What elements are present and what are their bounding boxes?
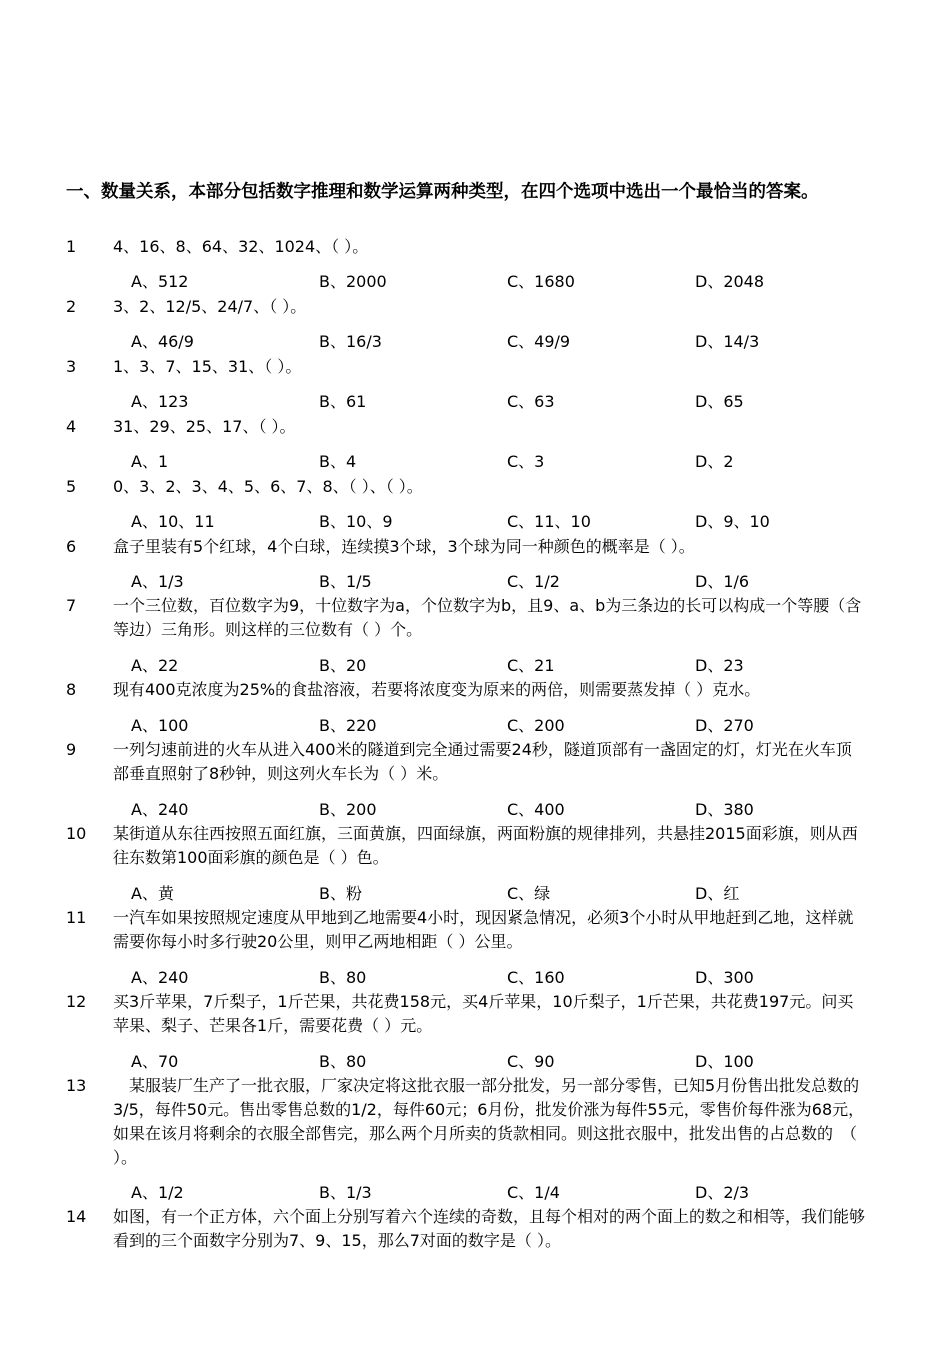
option-d: D、1/6 — [695, 572, 750, 591]
question-number: 4 — [66, 417, 77, 436]
option-d: D、380 — [695, 800, 754, 819]
option-c: C、3 — [507, 452, 545, 471]
option-a: A、46/9 — [131, 332, 194, 351]
question-number: 3 — [66, 357, 77, 376]
question-number: 11 — [66, 908, 87, 927]
option-c: C、11、10 — [507, 512, 591, 531]
question-text: 买3斤苹果，7斤梨子，1斤芒果，共花费158元，买4斤苹果，10斤梨子，1斤芒果，共花费197元。问买苹果、梨子、芒果各1斤，需要花费（ ）元。 — [113, 992, 854, 1035]
question-text: 现有400克浓度为25%的食盐溶液，若要将浓度变为原来的两倍，则需要蒸发掉（ ）克水。 — [113, 680, 761, 699]
option-b: B、16/3 — [319, 332, 382, 351]
question-number: 7 — [66, 596, 77, 615]
option-a: A、100 — [131, 716, 189, 735]
option-d: D、14/3 — [695, 332, 760, 351]
option-d: D、9、10 — [695, 512, 770, 531]
option-b: B、1/5 — [319, 572, 372, 591]
option-b: B、61 — [319, 392, 367, 411]
question-text: 如图，有一个正方体，六个面上分别写着六个连续的奇数，且每个相对的两个面上的数之和相等，我们能够看到的三个面数字分别为7、9、15，那么7对面的数字是（ ）。 — [113, 1207, 866, 1250]
question-number: 9 — [66, 740, 77, 759]
option-a: A、123 — [131, 392, 189, 411]
option-c: C、1680 — [507, 272, 575, 291]
option-d: D、270 — [695, 716, 754, 735]
option-a: A、22 — [131, 656, 179, 675]
option-c: C、1/4 — [507, 1183, 560, 1202]
option-b: B、80 — [319, 1052, 367, 1071]
option-a: A、70 — [131, 1052, 179, 1071]
section-heading: 一、数量关系，本部分包括数字推理和数学运算两种类型，在四个选项中选出一个最恰当的答案。 — [66, 182, 819, 202]
question-text: 0、3、2、3、4、5、6、7、8、（ ）、（ ）。 — [113, 477, 423, 496]
option-c: C、49/9 — [507, 332, 571, 351]
question-text: 某服装厂生产了一批衣服，厂家决定将这批衣服一部分批发，另一部分零售，已知5月份售出批发总数的3/5，每件50元。售出零售总数的1/2，每件60元；6月份，批发价涨为每件55元，零售价每件涨为68元，如果在该月将剩余的衣服全部售完，那么两个月所卖的货款相同。则这批衣服中，批发出售的占总数的 （ ）。 — [113, 1076, 865, 1167]
question-text: 1、3、7、15、31、（ ）。 — [113, 357, 302, 376]
option-a: A、512 — [131, 272, 189, 291]
option-d: D、红 — [695, 884, 740, 903]
option-a: A、1/2 — [131, 1183, 184, 1202]
option-a: A、240 — [131, 800, 189, 819]
question-number: 8 — [66, 680, 77, 699]
option-c: C、绿 — [507, 884, 551, 903]
option-b: B、10、9 — [319, 512, 393, 531]
option-b: B、80 — [319, 968, 367, 987]
option-c: C、1/2 — [507, 572, 560, 591]
option-d: D、2/3 — [695, 1183, 750, 1202]
option-a: A、240 — [131, 968, 189, 987]
question-number: 10 — [66, 824, 87, 843]
option-a: A、黄 — [131, 884, 174, 903]
option-c: C、200 — [507, 716, 565, 735]
option-c: C、400 — [507, 800, 565, 819]
option-b: B、4 — [319, 452, 357, 471]
question-text: 3、2、12/5、24/7、（ ）。 — [113, 297, 307, 316]
option-b: B、2000 — [319, 272, 387, 291]
question-text: 31、29、25、17、（ ）。 — [113, 417, 296, 436]
option-b: B、1/3 — [319, 1183, 372, 1202]
question-text: 某街道从东往西按照五面红旗，三面黄旗，四面绿旗，两面粉旗的规律排列，共悬挂2015面彩旗，则从西往东数第100面彩旗的颜色是（ ）色。 — [113, 824, 858, 867]
option-b: B、20 — [319, 656, 367, 675]
question-number: 6 — [66, 537, 77, 556]
option-b: B、粉 — [319, 884, 362, 903]
option-c: C、21 — [507, 656, 555, 675]
option-c: C、63 — [507, 392, 555, 411]
option-d: D、23 — [695, 656, 744, 675]
option-d: D、2048 — [695, 272, 765, 291]
question-text: 一个三位数，百位数字为9，十位数字为a，个位数字为b，且9、a、b为三条边的长可以构成一个等腰（含等边）三角形。则这样的三位数有（ ）个。 — [113, 596, 862, 639]
question-number: 1 — [66, 237, 77, 256]
option-d: D、300 — [695, 968, 754, 987]
question-text: 盒子里装有5个红球，4个白球，连续摸3个球，3个球为同一种颜色的概率是（ ）。 — [113, 537, 695, 556]
option-c: C、90 — [507, 1052, 555, 1071]
question-number: 13 — [66, 1076, 87, 1095]
question-number: 12 — [66, 992, 87, 1011]
question-number: 14 — [66, 1207, 87, 1226]
option-b: B、220 — [319, 716, 377, 735]
option-d: D、100 — [695, 1052, 754, 1071]
option-d: D、2 — [695, 452, 734, 471]
option-a: A、10、11 — [131, 512, 215, 531]
question-number: 5 — [66, 477, 77, 496]
question-text: 一列匀速前进的火车从进入400米的隧道到完全通过需要24秒，隧道顶部有一盏固定的灯，灯光在火车顶部垂直照射了8秒钟，则这列火车长为（ ）米。 — [113, 740, 852, 783]
question-text: 4、16、8、64、32、1024、（ ）。 — [113, 237, 369, 256]
question-number: 2 — [66, 297, 77, 316]
option-a: A、1 — [131, 452, 169, 471]
option-c: C、160 — [507, 968, 565, 987]
option-d: D、65 — [695, 392, 744, 411]
option-b: B、200 — [319, 800, 377, 819]
question-text: 一汽车如果按照规定速度从甲地到乙地需要4小时，现因紧急情况，必须3个小时从甲地赶到乙地，这样就需要你每小时多行驶20公里，则甲乙两地相距（ ）公里。 — [113, 908, 854, 951]
option-a: A、1/3 — [131, 572, 184, 591]
